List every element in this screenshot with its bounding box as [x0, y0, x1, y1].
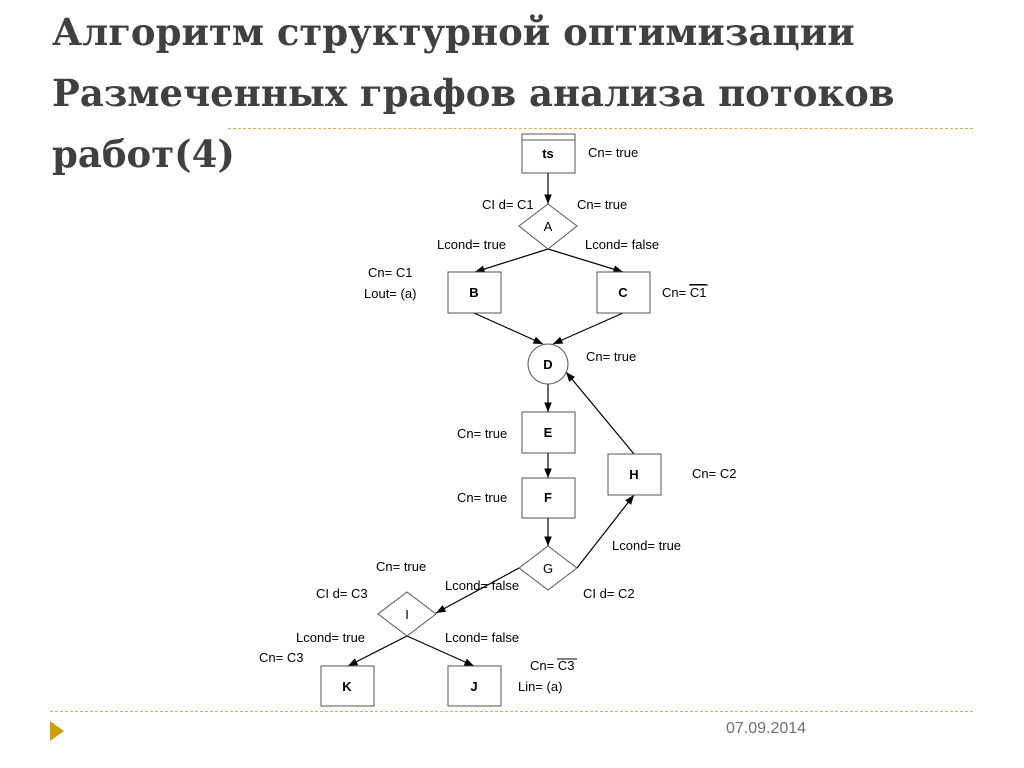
node-i-label: I	[405, 607, 409, 622]
node-f-label: F	[544, 490, 552, 505]
node-g-label: G	[542, 561, 554, 576]
c-cn-annotation	[662, 285, 706, 300]
b-cn-annotation: Cn= C1	[368, 265, 413, 280]
node-f	[522, 478, 575, 518]
node-e	[522, 412, 575, 453]
j-lin-annotation: Lin= (a)	[518, 679, 563, 694]
g-lcond-false-annotation: Lcond= false	[445, 578, 520, 593]
title-line-1: Алгоритм структурной оптимизации	[52, 10, 855, 54]
edge-a-b	[475, 249, 548, 272]
title-line-3: работ(4)	[52, 132, 235, 176]
node-h-label: H	[629, 467, 639, 482]
b-lout-annotation: Lout= (a)	[364, 286, 417, 301]
node-ts-label: ts	[542, 146, 554, 161]
ts-cn-annotation: Cn= true	[588, 145, 639, 160]
edge-b-d	[474, 313, 543, 344]
a-cid-annotation: CI d= C1	[482, 197, 534, 212]
annotations	[259, 145, 736, 694]
edge-g-h	[577, 495, 634, 568]
g-cn-annotation: Cn= true	[376, 559, 427, 574]
node-a-label: A	[543, 219, 553, 234]
node-j	[448, 666, 501, 706]
node-d-label: D	[543, 357, 553, 372]
i-lcond-true-annotation: Lcond= true	[296, 630, 366, 645]
node-j-label: J	[470, 679, 478, 694]
node-g	[519, 546, 577, 590]
j-cn-prefix: Cn=	[530, 658, 558, 673]
a-cn-annotation: Cn= true	[577, 197, 628, 212]
node-b	[448, 272, 501, 313]
node-k-label: K	[342, 679, 352, 694]
node-d	[528, 344, 568, 384]
d-cn-annotation: Cn= true	[586, 349, 637, 364]
slide-date: 07.09.2014	[726, 720, 807, 737]
node-b-label: B	[469, 285, 479, 300]
edge-h-d	[566, 372, 634, 454]
node-i	[378, 592, 436, 636]
edge-a-c	[548, 249, 623, 272]
e-cn-annotation: Cn= true	[457, 426, 508, 441]
k-cn-annotation: Cn= C3	[259, 650, 304, 665]
node-e-label: E	[543, 425, 553, 440]
g-lcond-true-annotation: Lcond= true	[612, 538, 682, 553]
i-lcond-false-annotation: Lcond= false	[445, 630, 520, 645]
node-h	[608, 454, 661, 495]
h-cn-annotation: Cn= C2	[692, 466, 737, 481]
title-line-2: Размеченных графов анализа потоков	[52, 71, 895, 115]
j-cn-annotation	[530, 658, 574, 673]
a-lcond-false-annotation: Lcond= false	[585, 237, 660, 252]
node-c-label: C	[618, 285, 628, 300]
edge-c-d	[553, 313, 623, 344]
node-ts	[522, 134, 575, 173]
f-cn-annotation: Cn= true	[457, 490, 508, 505]
node-k	[321, 666, 374, 706]
c-cn-prefix: Cn=	[662, 285, 690, 300]
a-lcond-true-annotation: Lcond= true	[437, 237, 507, 252]
node-c	[597, 272, 650, 313]
j-cn-value-negated: C3	[557, 658, 575, 673]
c-cn-value-negated: C1	[689, 285, 707, 300]
g-cid-annotation: CI d= C2	[583, 586, 635, 601]
i-cid-annotation: CI d= C3	[316, 586, 368, 601]
